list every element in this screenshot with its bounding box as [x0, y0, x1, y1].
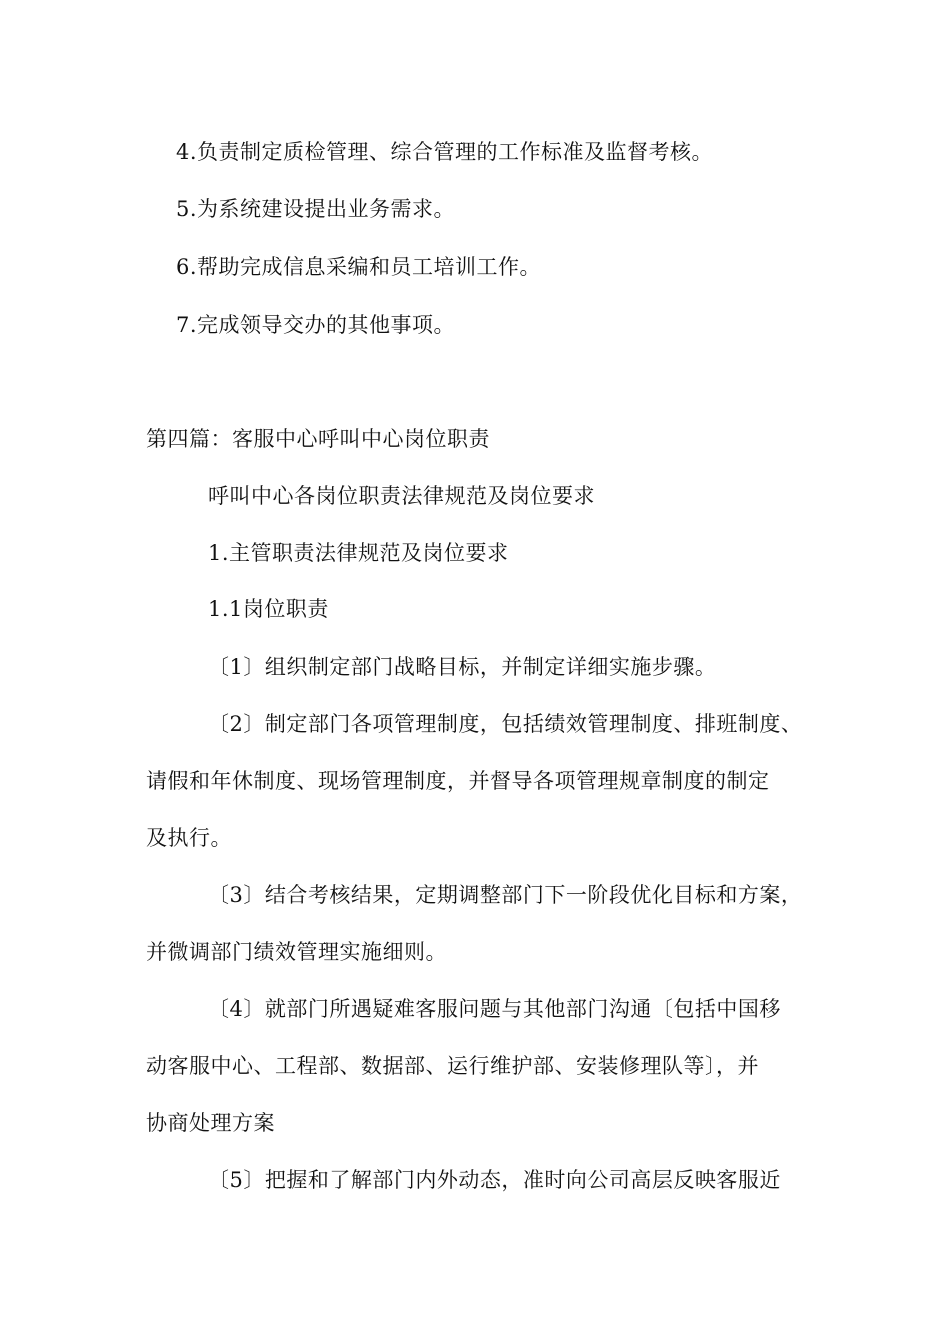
duty-2-line-1: 〔2〕制定部门各项管理制度，包括绩效管理制度、排班制度、	[208, 712, 803, 736]
duty-5-line-1: 〔5〕把握和了解部门内外动态，准时向公司高层反映客服近	[208, 1168, 781, 1192]
duty-3-line-2: 并微调部门绩效管理实施细则。	[146, 940, 447, 964]
duty-2-line-3: 及执行。	[146, 826, 232, 850]
heading-1: 1.主管职责法律规范及岗位要求	[208, 541, 509, 565]
list-item-6: 6.帮助完成信息采编和员工培训工作。	[176, 255, 542, 279]
list-item-4: 4.负责制定质检管理、综合管理的工作标准及监督考核。	[176, 140, 714, 164]
duty-2-line-2: 请假和年休制度、现场管理制度，并督导各项管理规章制度的制定	[146, 769, 770, 793]
section-title: 第四篇：客服中心呼叫中心岗位职责	[146, 427, 490, 451]
list-item-7: 7.完成领导交办的其他事项。	[176, 313, 456, 337]
duty-3-line-1: 〔3〕结合考核结果，定期调整部门下一阶段优化目标和方案，	[208, 883, 803, 907]
duty-4-line-3: 协商处理方案	[146, 1111, 275, 1135]
duty-1-line-1: 〔1〕组织制定部门战略目标，并制定详细实施步骤。	[208, 655, 717, 679]
list-item-5: 5.为系统建设提出业务需求。	[176, 197, 456, 221]
subtitle: 呼叫中心各岗位职责法律规范及岗位要求	[208, 484, 595, 508]
duty-4-line-2: 动客服中心、工程部、数据部、运行维护部、安装修理队等〕，并	[146, 1054, 759, 1078]
heading-1-1: 1.1岗位职责	[208, 597, 329, 621]
duty-4-line-1: 〔4〕就部门所遇疑难客服问题与其他部门沟通〔包括中国移	[208, 997, 781, 1021]
